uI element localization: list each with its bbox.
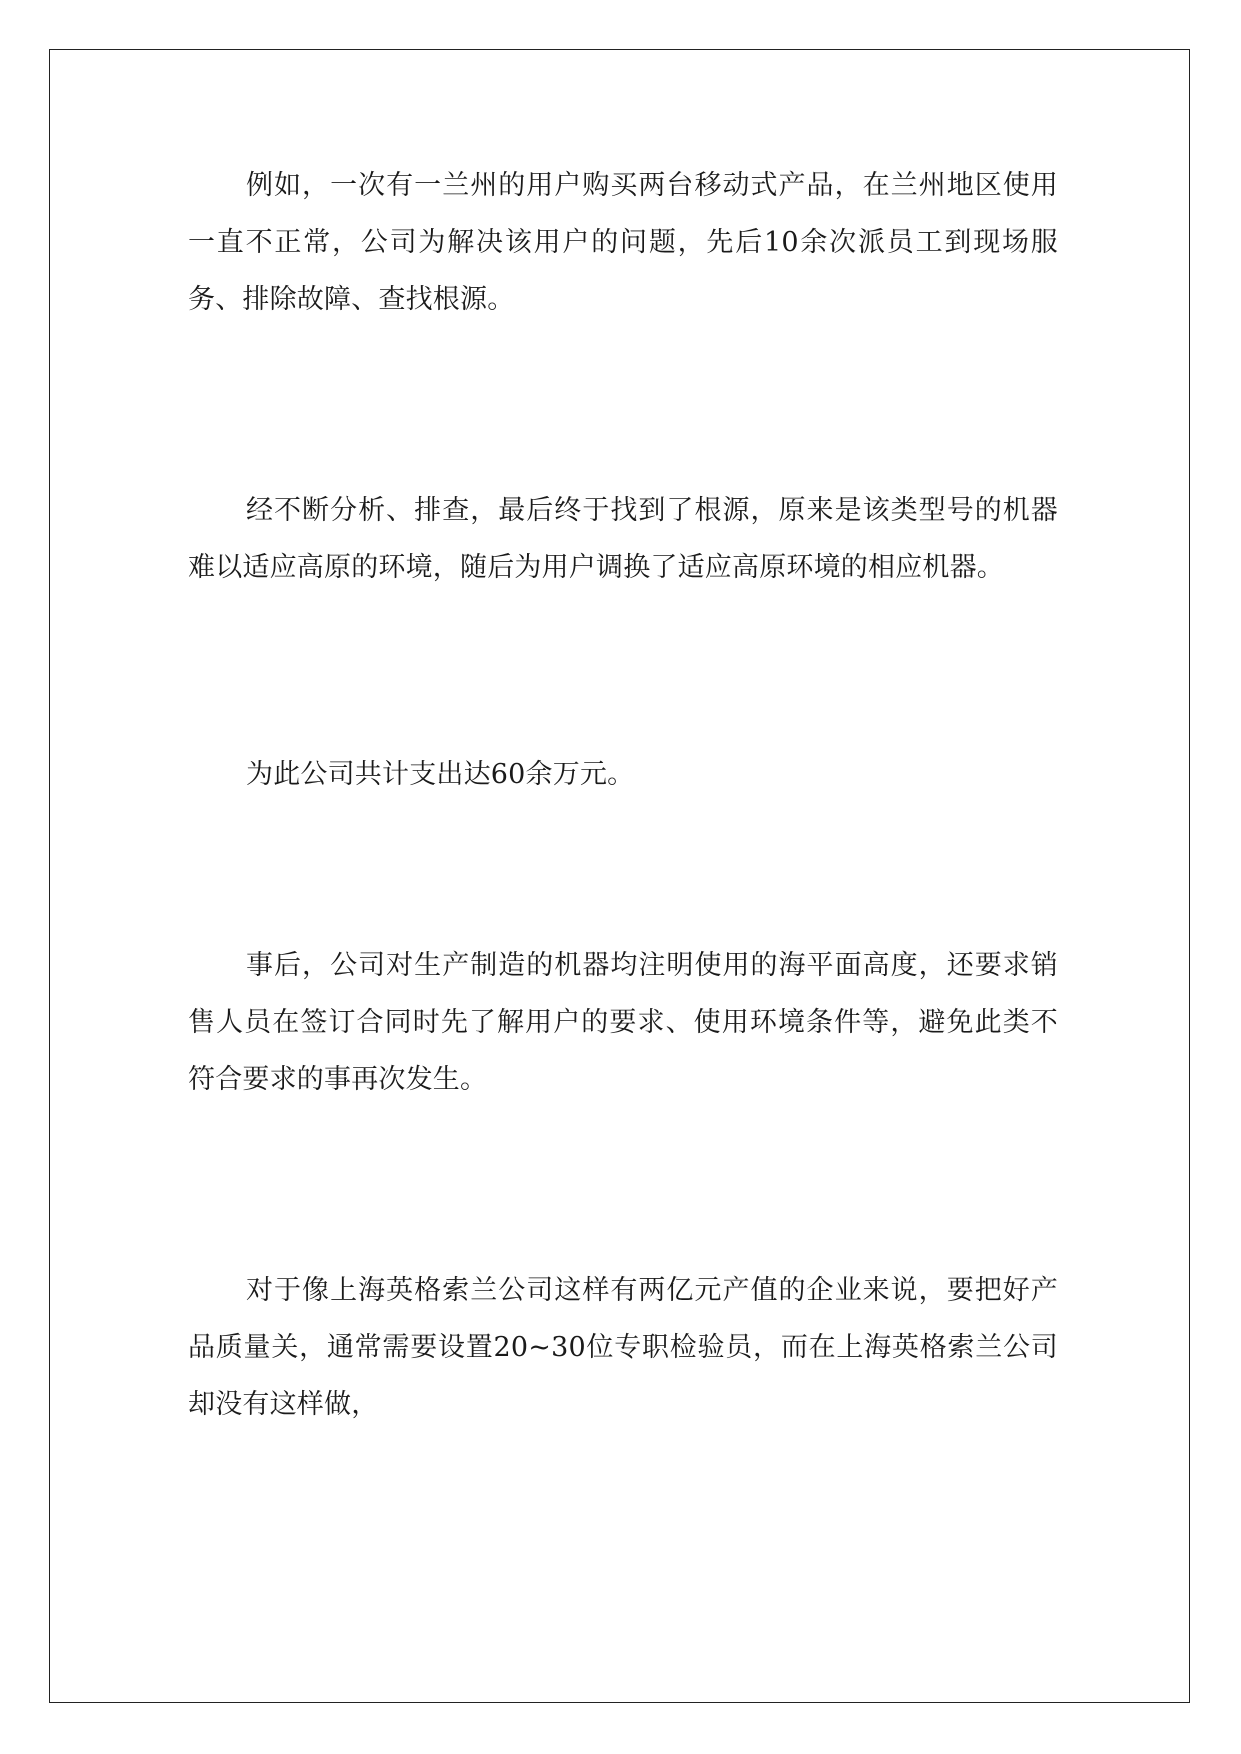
paragraph-1: 例如，一次有一兰州的用户购买两台移动式产品，在兰州地区使用一直不正常，公司为解决该用户的问题，先后10余次派员工到现场服务、排除故障、查找根源。 [188,170,1058,315]
paragraph-5: 对于像上海英格索兰公司这样有两亿元产值的企业来说，要把好产品质量关，通常需要设置20~30位专职检验员，而在上海英格索兰公司却没有这样做， [188,1275,1058,1420]
paragraph-2: 经不断分析、排查，最后终于找到了根源，原来是该类型号的机器难以适应高原的环境，随后为用户调换了适应高原环境的相应机器。 [188,495,1058,583]
paragraph-4: 事后，公司对生产制造的机器均注明使用的海平面高度，还要求销售人员在签订合同时先了解用户的要求、使用环境条件等，避免此类不符合要求的事再次发生。 [188,950,1058,1095]
paragraph-3: 为此公司共计支出达60余万元。 [246,759,635,790]
